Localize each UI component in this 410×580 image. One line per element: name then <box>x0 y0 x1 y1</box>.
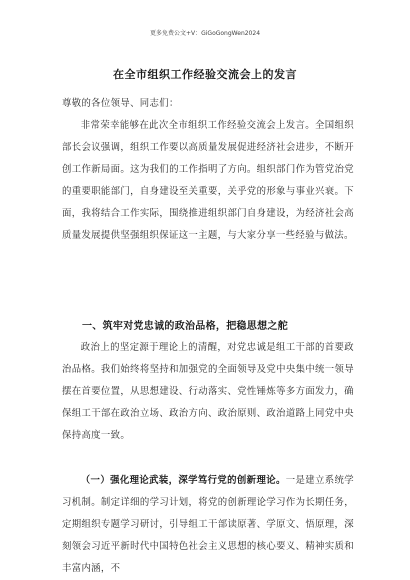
section-heading-1: 一、筑牢对党忠诚的政治品格，把稳思想之舵 <box>82 321 288 332</box>
document-title: 在全市组织工作经验交流会上的发言 <box>113 68 297 81</box>
paragraph-subsection-1 <box>62 470 354 580</box>
paragraph-section-1: 政治上的坚定源于理论上的清醒，对党忠诚是组工干部的首要政治品格。我们始终将坚持和加强党的全面领导及党中央集中统一领导摆在首要位置，从思想建设、行动落实、党性锤炼等多方面发力，确保组工干部在政治立场、政治方向、政治原则、政治道路上同党中央保持高度一致。 <box>62 342 354 441</box>
salutation: 尊敬的各位领导、同志们： <box>62 98 179 109</box>
paragraph-intro: 非常荣幸能够在此次全市组织工作经验交流会上发言。全国组织部长会议强调，组织工作要以高质量发展促进经济社会进步，不断开创工作新局面。这为我们的工作指明了方向。组织部门作为管党治党的重要职能部门，自身建设至关重要，关乎党的形象与事业兴衰。下面，我将结合工作实际，围绕推进组织部门自身建设，为经济社会高质量发展提供坚强组织保证这一主题，与大家分享一些经验与做法。 <box>62 120 354 241</box>
header-note: 更多免费公文+V：GiGoGongWen2024 <box>149 30 261 37</box>
subsection-heading-1: （一）强化理论武装，深学笃行党的创新理论。 <box>80 475 286 486</box>
subsection-text-1: 一是建立系统学习机制。制定详细的学习计划，将党的创新理论学习作为长期任务，定期组织专题学习研讨，引导组工干部读原著、学原文、悟原理，深刻领会习近平新时代中国特色社会主义思想的核心要义、精神实质和丰富内涵，不 <box>62 475 354 574</box>
